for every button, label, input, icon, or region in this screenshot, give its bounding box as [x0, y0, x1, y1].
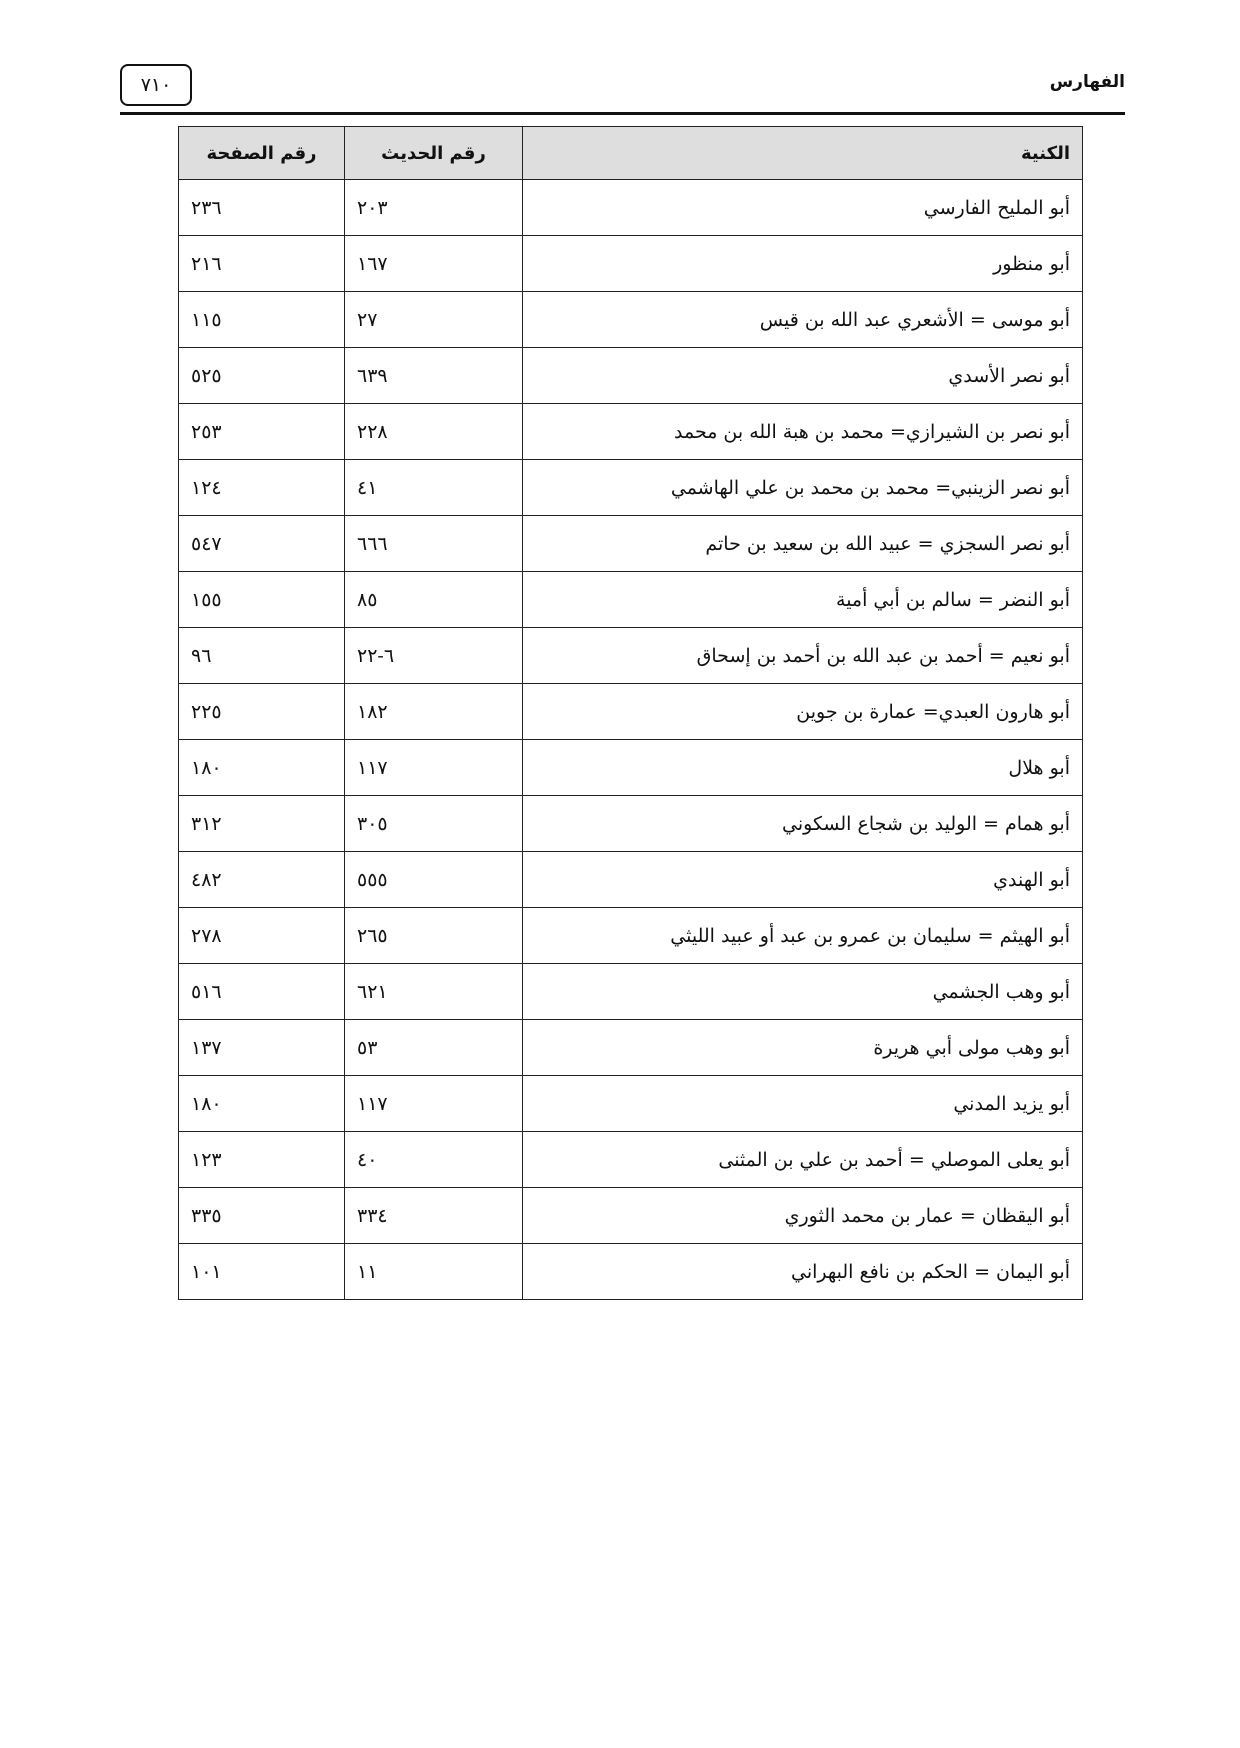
table-row [179, 572, 1083, 628]
kunya-cell: أبو يزيد المدني [523, 1076, 1083, 1132]
table-row [179, 796, 1083, 852]
hadith-number-cell: ١٨٢ [345, 684, 523, 740]
page-number-cell: ٥٤٧ [179, 516, 345, 572]
page-number-cell: ٢١٦ [179, 236, 345, 292]
page-number-cell: ٢٣٦ [179, 180, 345, 236]
kunya-cell: أبو اليمان = الحكم بن نافع البهراني [523, 1244, 1083, 1300]
page-number-cell: ٢٥٣ [179, 404, 345, 460]
section-title: الفهارس [1049, 72, 1125, 92]
kunya-cell: أبو منظور [523, 236, 1083, 292]
page-number-cell: ٤٨٢ [179, 852, 345, 908]
page-number-cell: ٣٣٥ [179, 1188, 345, 1244]
kunya-cell: أبو وهب مولى أبي هريرة [523, 1020, 1083, 1076]
page-number-cell: ١٣٧ [179, 1020, 345, 1076]
hadith-number-cell: ٢٧ [345, 292, 523, 348]
kunya-cell: أبو نصر الأسدي [523, 348, 1083, 404]
hadith-number-cell: ١٦٧ [345, 236, 523, 292]
page-number-cell: ٣١٢ [179, 796, 345, 852]
column-header-hadith-number: رقم الحديث [345, 127, 523, 180]
page-number-cell: ٩٦ [179, 628, 345, 684]
kunya-index-table [178, 126, 1083, 1300]
page-number-cell: ١٢٣ [179, 1132, 345, 1188]
table-row [179, 1188, 1083, 1244]
hadith-number-cell: ١١ [345, 1244, 523, 1300]
page-number-cell: ١١٥ [179, 292, 345, 348]
table-row [179, 684, 1083, 740]
table-row [179, 348, 1083, 404]
kunya-cell: أبو وهب الجشمي [523, 964, 1083, 1020]
page-number-cell: ١٠١ [179, 1244, 345, 1300]
page-number-cell: ٥١٦ [179, 964, 345, 1020]
table-row [179, 516, 1083, 572]
hadith-number-cell: ٨٥ [345, 572, 523, 628]
hadith-number-cell: ٦-٢٢ [345, 628, 523, 684]
table-row [179, 1020, 1083, 1076]
page-number-cell: ١٨٠ [179, 740, 345, 796]
table-row [179, 1076, 1083, 1132]
kunya-cell: أبو يعلى الموصلي = أحمد بن علي بن المثنى [523, 1132, 1083, 1188]
hadith-number-cell: ٢٢٨ [345, 404, 523, 460]
column-header-page-number: رقم الصفحة [179, 127, 345, 180]
table-row [179, 852, 1083, 908]
hadith-number-cell: ٦٦٦ [345, 516, 523, 572]
kunya-cell: أبو نعيم = أحمد بن عبد الله بن أحمد بن إسحاق [523, 628, 1083, 684]
kunya-cell: أبو النضر = سالم بن أبي أمية [523, 572, 1083, 628]
kunya-cell: أبو همام = الوليد بن شجاع السكوني [523, 796, 1083, 852]
kunya-cell: أبو هارون العبدي= عمارة بن جوين [523, 684, 1083, 740]
hadith-number-cell: ٤٠ [345, 1132, 523, 1188]
table-row [179, 628, 1083, 684]
table-row [179, 740, 1083, 796]
kunya-cell: أبو موسى = الأشعري عبد الله بن قيس [523, 292, 1083, 348]
kunya-cell: أبو نصر بن الشيرازي= محمد بن هبة الله بن محمد [523, 404, 1083, 460]
page-number-cell: ١٨٠ [179, 1076, 345, 1132]
table-row [179, 292, 1083, 348]
hadith-number-cell: ١١٧ [345, 1076, 523, 1132]
hadith-number-cell: ٥٣ [345, 1020, 523, 1076]
table-row [179, 908, 1083, 964]
column-header-kunya: الكنية [523, 127, 1083, 180]
table-header-row [179, 127, 1083, 180]
hadith-number-cell: ٣٠٥ [345, 796, 523, 852]
page-header [120, 60, 1125, 115]
kunya-cell: أبو نصر السجزي = عبيد الله بن سعيد بن حاتم [523, 516, 1083, 572]
table-row [179, 404, 1083, 460]
table-row [179, 964, 1083, 1020]
hadith-number-cell: ٤١ [345, 460, 523, 516]
page-number-cell: ١٢٤ [179, 460, 345, 516]
table-body [179, 180, 1083, 1300]
kunya-cell: أبو الهندي [523, 852, 1083, 908]
kunya-cell: أبو اليقظان = عمار بن محمد الثوري [523, 1188, 1083, 1244]
table-row [179, 460, 1083, 516]
hadith-number-cell: ٣٣٤ [345, 1188, 523, 1244]
page-number-cell: ٢٢٥ [179, 684, 345, 740]
page-number-cell: ٢٧٨ [179, 908, 345, 964]
hadith-number-cell: ٦٢١ [345, 964, 523, 1020]
kunya-cell: أبو نصر الزينبي= محمد بن محمد بن علي الهاشمي [523, 460, 1083, 516]
table-row [179, 180, 1083, 236]
page-number-cell: ١٥٥ [179, 572, 345, 628]
table-row [179, 236, 1083, 292]
hadith-number-cell: ٢٦٥ [345, 908, 523, 964]
hadith-number-cell: ١١٧ [345, 740, 523, 796]
hadith-number-cell: ٢٠٣ [345, 180, 523, 236]
table-row [179, 1132, 1083, 1188]
page-number: ٧١٠ [120, 64, 192, 106]
table-row [179, 1244, 1083, 1300]
kunya-cell: أبو المليح الفارسي [523, 180, 1083, 236]
kunya-cell: أبو هلال [523, 740, 1083, 796]
page-number-cell: ٥٢٥ [179, 348, 345, 404]
hadith-number-cell: ٥٥٥ [345, 852, 523, 908]
hadith-number-cell: ٦٣٩ [345, 348, 523, 404]
kunya-cell: أبو الهيثم = سليمان بن عمرو بن عبد أو عبيد الليثي [523, 908, 1083, 964]
